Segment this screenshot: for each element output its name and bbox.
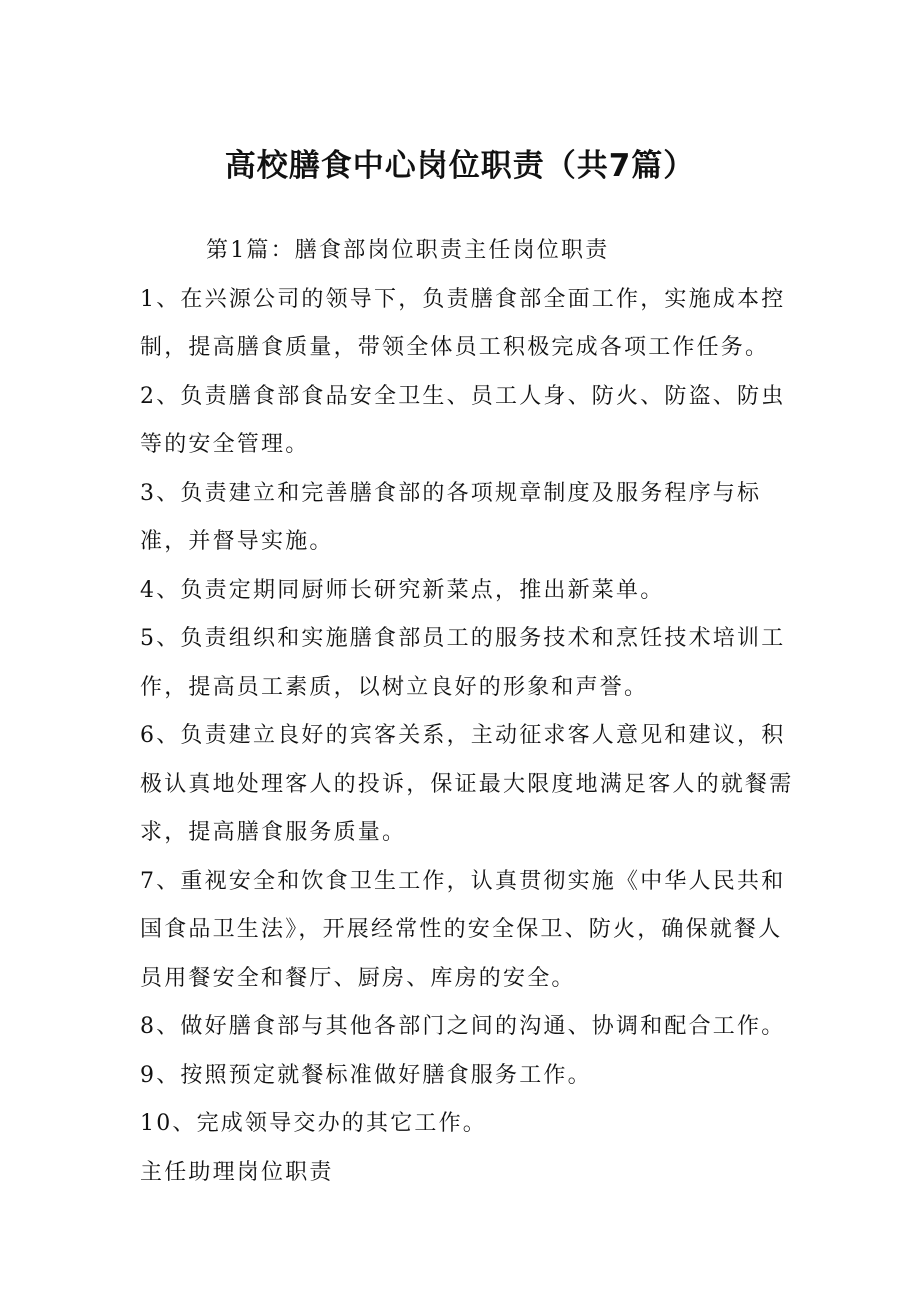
duty-item-2: 2、负责膳食部食品安全卫生、员工人身、防火、防盗、防虫等的安全管理。 xyxy=(140,383,786,457)
document-title: 高校膳食中心岗位职责（共7篇） xyxy=(224,148,696,184)
document-body xyxy=(140,227,805,1197)
closing-heading: 主任助理岗位职责 xyxy=(140,1159,334,1185)
duty-item-8: 8、做好膳食部与其他各部门之间的沟通、协调和配合工作。 xyxy=(140,1014,786,1039)
duty-item-4: 4、负责定期同厨师长研究新菜点，推出新菜单。 xyxy=(140,577,665,603)
duty-item-5: 5、负责组织和实施膳食部员工的服务技术和烹饪技术培训工作，提高员工素质，以树立良好的形象和声誉。 xyxy=(140,626,786,700)
duty-item-7: 7、重视安全和饮食卫生工作，认真贯彻实施《中华人民共和国食品卫生法》，开展经常性的安全保卫、防火，确保就餐人员用餐安全和餐厅、厨房、库房的安全。 xyxy=(140,868,786,991)
section-heading: 第1篇：膳食部岗位职责主任岗位职责 xyxy=(206,238,610,263)
duty-item-1: 1、在兴源公司的领导下，负责膳食部全面工作，实施成本控制，提高膳食质量，带领全体员工积极完成各项工作任务。 xyxy=(140,286,786,360)
duty-item-9: 9、按照预定就餐标准做好膳食服务工作。 xyxy=(140,1062,592,1088)
duty-item-10: 10、完成领导交办的其它工作。 xyxy=(140,1111,487,1136)
duty-item-3: 3、负责建立和完善膳食部的各项规章制度及服务程序与标准，并督导实施。 xyxy=(140,480,762,554)
duty-item-6: 6、负责建立良好的宾客关系，主动征求客人意见和建议，积极认真地处理客人的投诉，保证最大限度地满足客人的就餐需求，提高膳食服务质量。 xyxy=(140,723,794,845)
